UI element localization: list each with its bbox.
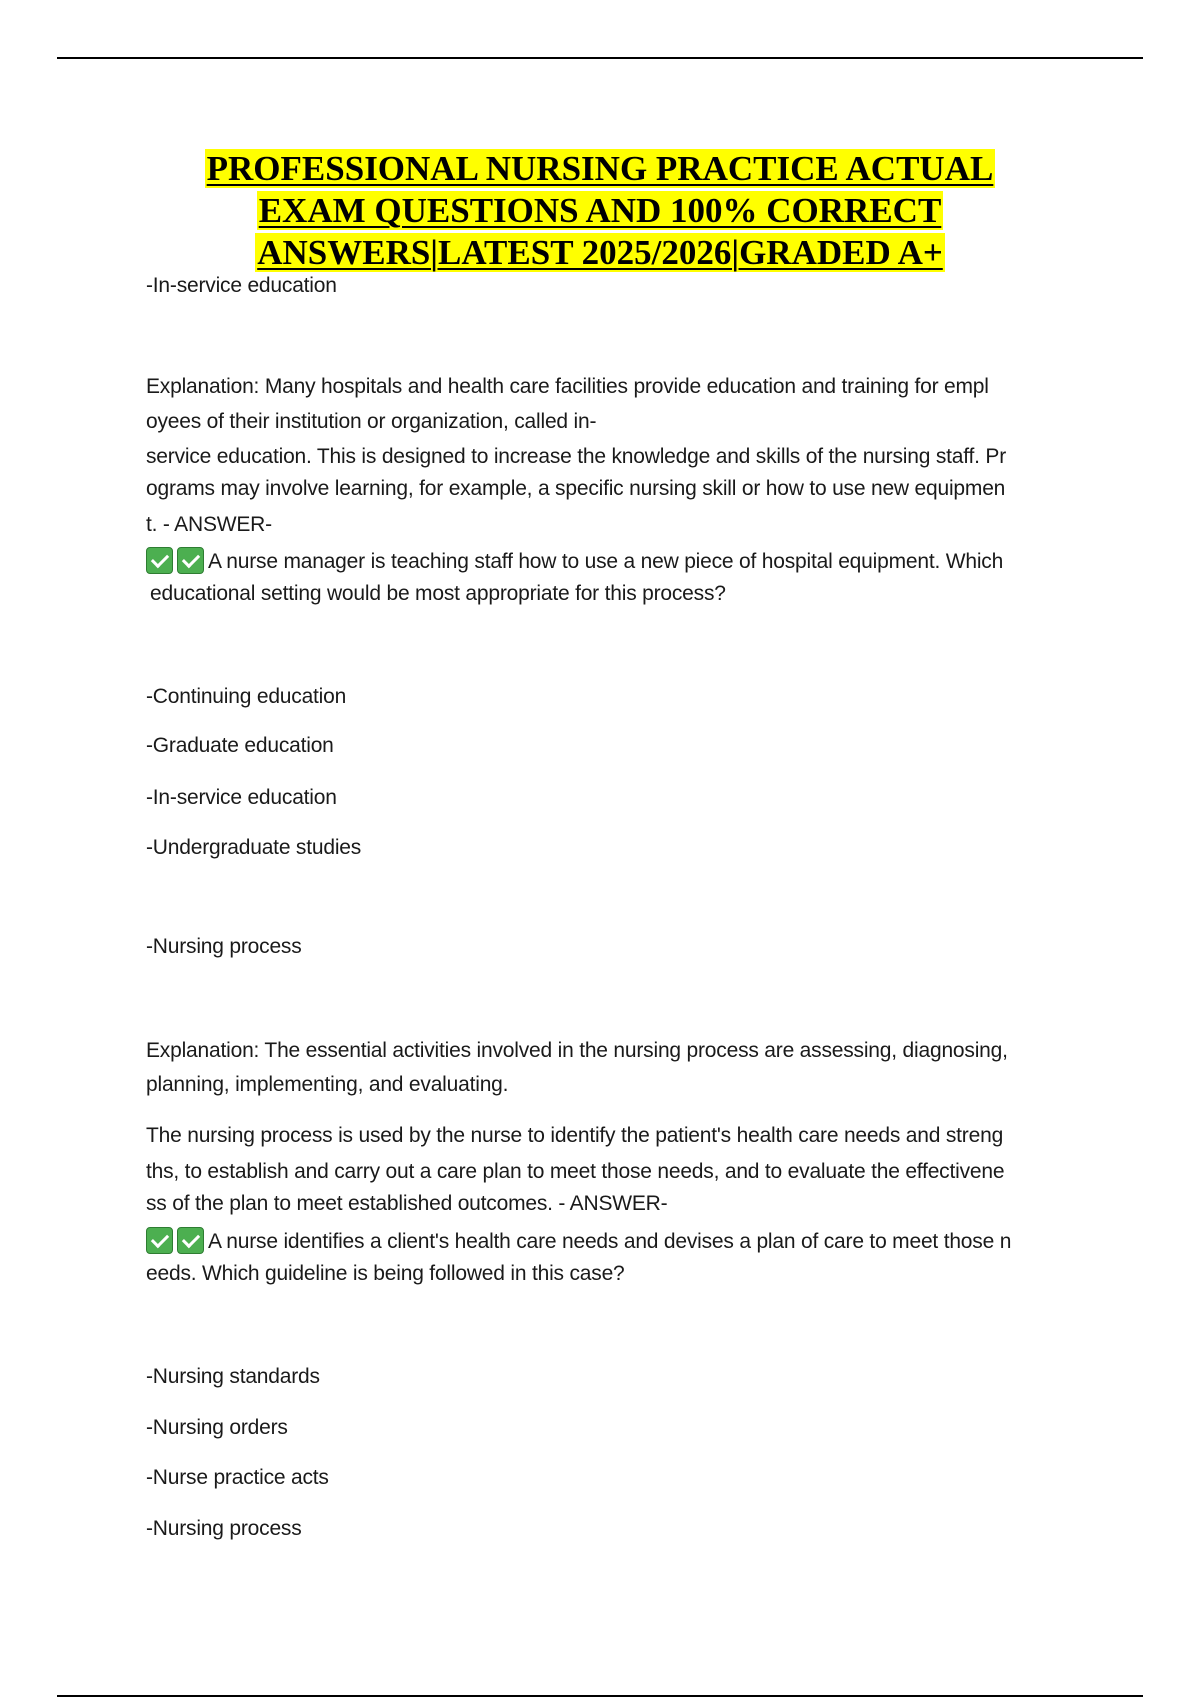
question-1-line-2: educational setting would be most appropriate for this process? bbox=[150, 582, 726, 605]
option-nursing-orders: -Nursing orders bbox=[146, 1416, 288, 1439]
question-1-line-1 bbox=[146, 547, 1003, 576]
explanation-line: t. - ANSWER- bbox=[146, 513, 272, 536]
option-nurse-practice-acts: -Nurse practice acts bbox=[146, 1466, 329, 1489]
explanation-line: ograms may involve learning, for example, a specific nursing skill or how to use new equipmen bbox=[146, 477, 1006, 500]
explanation-line: The nursing process is used by the nurse to identify the patient's health care needs and streng bbox=[146, 1124, 1004, 1147]
option-undergraduate-studies: -Undergraduate studies bbox=[146, 836, 362, 859]
option-nursing-process: -Nursing process bbox=[146, 1517, 302, 1540]
explanation-line: Explanation: The essential activities involved in the nursing process are assessing, diagnosing, bbox=[146, 1039, 1008, 1062]
explanation-line: ths, to establish and carry out a care plan to meet those needs, and to evaluate the effectivene bbox=[146, 1160, 1005, 1183]
option-in-service-education: -In-service education bbox=[146, 786, 337, 809]
option-nursing-standards: -Nursing standards bbox=[146, 1365, 320, 1388]
explanation-line: oyees of their institution or organization, called in- bbox=[146, 410, 597, 433]
check-mark-icon bbox=[146, 547, 173, 574]
question-2-text: A nurse identifies a client's health care needs and devises a plan of care to meet those n bbox=[208, 1230, 1012, 1253]
explanation-line: planning, implementing, and evaluating. bbox=[146, 1073, 509, 1096]
explanation-line: Explanation: Many hospitals and health care facilities provide education and training for empl bbox=[146, 375, 989, 398]
option-graduate-education: -Graduate education bbox=[146, 734, 334, 757]
bottom-rule bbox=[57, 1695, 1143, 1697]
check-mark-icon bbox=[146, 1227, 173, 1254]
explanation-line: ss of the plan to meet established outcomes. - ANSWER- bbox=[146, 1192, 668, 1215]
title-line-1: PROFESSIONAL NURSING PRACTICE ACTUAL bbox=[206, 149, 994, 188]
option-continuing-education: -Continuing education bbox=[146, 685, 347, 708]
answer-option: -Nursing process bbox=[146, 935, 302, 958]
explanation-line: service education. This is designed to increase the knowledge and skills of the nursing staff. Pr bbox=[146, 445, 1006, 468]
title-line-2: EXAM QUESTIONS AND 100% CORRECT bbox=[258, 191, 942, 230]
question-2-line-2: eeds. Which guideline is being followed in this case? bbox=[146, 1262, 625, 1285]
top-rule bbox=[57, 57, 1143, 59]
check-mark-icon bbox=[177, 1227, 204, 1254]
question-2-line-1 bbox=[146, 1227, 1011, 1256]
title-line-3: ANSWERS|LATEST 2025/2026|GRADED A+ bbox=[257, 233, 943, 272]
answer-option: -In-service education bbox=[146, 274, 337, 297]
question-1-text: A nurse manager is teaching staff how to use a new piece of hospital equipment. Which bbox=[208, 550, 1004, 573]
document-title bbox=[100, 148, 1100, 274]
check-mark-icon bbox=[177, 547, 204, 574]
